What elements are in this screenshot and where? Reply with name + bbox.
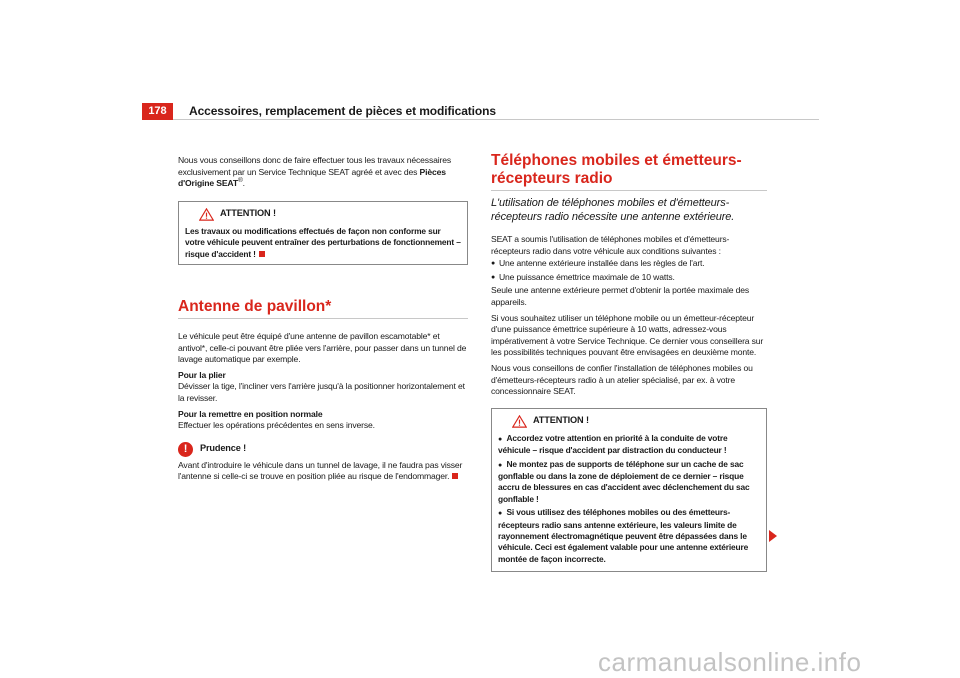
left-column — [178, 155, 468, 483]
antenna-paragraph: Le véhicule peut être équipé d'une antenne de pavillon escamotable* et antivol*, celle-ci pouvant être pliée vers l'arrière, pour passer dans un tunnel de lavage automatique par exemple. — [178, 331, 467, 365]
intro-bold: Pièces d'Origine SEAT — [178, 166, 446, 189]
section-subtitle: L'utilisation de téléphones mobiles et d'émetteurs-récepteurs radio nécessite une antenne extérieure. — [491, 197, 735, 223]
warning-box — [178, 201, 468, 265]
caution-text: Avant d'introduire le véhicule dans un tunnel de lavage, il ne faudra pas visser l'antenne si celle-ci se trouve en position pliée au risque de l'endommager. — [178, 459, 463, 482]
list-item: ● Une antenne extérieure installée dans les règles de l'art. — [491, 258, 705, 269]
conditions-paragraph: SEAT a soumis l'utilisation de téléphones mobiles et d'émetteurs-récepteurs radio dans votre véhicule aux conditions suivantes : — [491, 234, 730, 256]
registered-mark: ® — [237, 177, 243, 185]
list-item: ● Accordez votre attention en priorité à la conduite de votre véhicule – risque d'accident par distraction du conducteur ! — [498, 432, 728, 456]
caution-title: Prudence ! — [200, 443, 246, 454]
bullet-icon: ● — [491, 260, 496, 268]
caution-icon: ! — [178, 442, 193, 457]
section-heading-antenna: Antenne de pavillon* — [178, 298, 332, 315]
section-heading-phones: Téléphones mobiles et émetteurs-récepteurs radio — [491, 152, 742, 187]
warning-title: ATTENTION ! — [533, 415, 589, 426]
list-item: ● Une puissance émettrice maximale de 10 watts. — [491, 271, 675, 282]
bullet-icon: ● — [498, 510, 503, 518]
power-paragraph: Si vous souhaitez utiliser un téléphone mobile ou un émetteur-récepteur d'une puissance émettrice supérieure à 10 watts, adressez-vous impérativement à votre Service Technique. Ce dernier vous conseillera sur les possibilités techniques pouvant être envisagées en deuxième monte. — [491, 312, 764, 358]
intro-paragraph: Nous vous conseillons donc de faire effectuer tous les travaux nécessaires exclusivement par un Service Technique SEAT agréé et avec des Pièces d'Origine SEAT®. — [178, 155, 451, 189]
bullet-icon: ● — [498, 435, 503, 443]
list-item: ● Si vous utilisez des téléphones mobiles ou des émetteurs-récepteurs radio sans antenne extérieure, les valeurs limite de rayonnement électromagnétique peuvent être dépassées dans le véhicule. Ceci est également valable pour une antenne extérieure montée de façon incorrecte. — [498, 507, 749, 564]
caution-note — [178, 442, 468, 483]
warning-title: ATTENTION ! — [220, 208, 276, 219]
range-paragraph: Seule une antenne extérieure permet d'obtenir la portée maximale des appareils. — [491, 285, 750, 307]
warning-text: Les travaux ou modifications effectués de façon non conforme sur votre véhicule peuvent entraîner des perturbations de fonctionnement – risque d'accident ! — [185, 225, 461, 259]
bullet-icon: ● — [498, 461, 503, 469]
raise-text: Effectuer les opérations précédentes en sens inverse. — [178, 420, 375, 431]
warning-text — [498, 433, 761, 565]
warning-triangle-icon — [199, 208, 214, 221]
warning-box — [491, 408, 767, 572]
fold-title: Pour la plier — [178, 369, 226, 380]
end-marker-icon — [259, 251, 265, 257]
end-marker-icon — [452, 473, 458, 479]
section-divider — [491, 190, 767, 191]
section-divider — [178, 318, 468, 319]
raise-title: Pour la remettre en position normale — [178, 408, 323, 419]
header-divider — [173, 119, 819, 120]
fold-text: Dévisser la tige, l'incliner vers l'arrière jusqu'à la positionner horizontalement et la revisser. — [178, 381, 465, 403]
install-paragraph: Nous vous conseillons de confier l'installation de téléphones mobiles ou d'émetteurs-récepteurs radio à un atelier spécialisé, par ex. à votre concessionnaire SEAT. — [491, 362, 753, 397]
watermark: carmanualsonline.info — [598, 647, 862, 677]
right-column — [491, 152, 767, 572]
next-page-arrow-icon — [769, 530, 777, 542]
bullet-icon: ● — [491, 273, 496, 281]
warning-triangle-icon — [512, 415, 527, 428]
chapter-title: Accessoires, remplacement de pièces et modifications — [189, 104, 496, 118]
page-number: 178 — [142, 103, 173, 120]
list-item: ● Ne montez pas de supports de téléphone sur un cache de sac gonflable ou dans la zone de déploiement de ce dernier – risque accru de blessures en cas d'accident avec déclenchement du sac gonflable ! — [498, 458, 750, 504]
